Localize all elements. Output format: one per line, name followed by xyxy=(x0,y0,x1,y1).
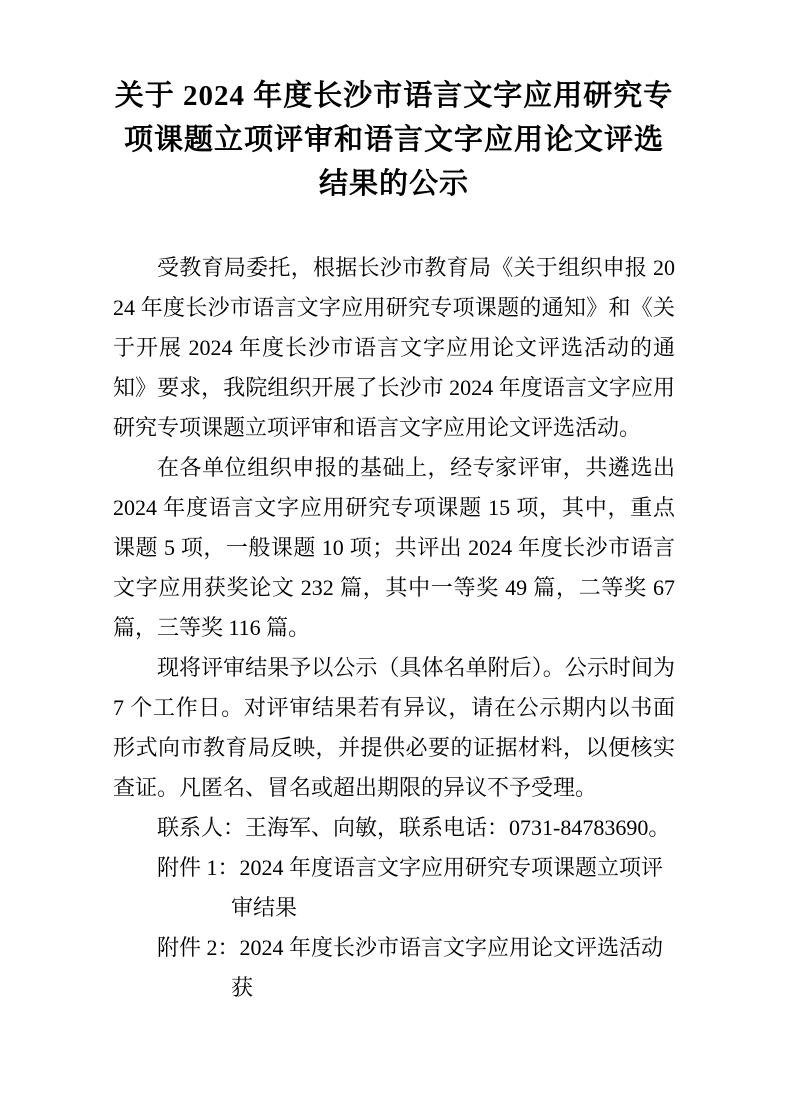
paragraph-publicity: 现将评审结果予以公示（具体名单附后）。公示时间为 7 个工作日。对评审结果若有异议，请在公示期内以书面形式向市教育局反映，并提供必要的证据材料，以便核实查证。凡匿名、冒名或超出期限的异议不予受理。 xyxy=(113,655,675,800)
title-line-3: 结果的公示 xyxy=(318,168,469,200)
paragraph-results: 在各单位组织申报的基础上，经专家评审，共遴选出 2024 年度语言文字应用研究专项课题 15 项，其中，重点课题 5 项，一般课题 10 项；共评出 2024 年度长沙市语言文字应用获奖论文 232 篇，其中一等奖 49 篇，二等奖 67 篇，三等奖 116 篇。 xyxy=(113,455,675,640)
contact-line: 联系人：王海军、向敏，联系电话：0731-84783690。 xyxy=(157,815,671,840)
attachment-1-line: 附件 1：2024 年度语言文字应用研究专项课题立项评审结果 xyxy=(157,855,664,920)
title-line-1: 关于 2024 年度长沙市语言文字应用研究专 xyxy=(114,80,674,112)
paragraph-intro: 受教育局委托，根据长沙市教育局《关于组织申报 2024 年度长沙市语言文字应用研究专项课题的通知》和《关于开展 2024 年度长沙市语言文字应用论文评选活动的通知》要求，我院组织开展了长沙市 2024 年度语言文字应用研究专项课题立项评审和语言文字应用论文评选活动。 xyxy=(113,255,675,440)
title-line-2: 项课题立项评审和语言文字应用论文评选 xyxy=(123,124,664,156)
attachment-2-line: 附件 2：2024 年度长沙市语言文字应用论文评选活动获 xyxy=(157,935,664,1000)
page-title xyxy=(113,74,675,206)
